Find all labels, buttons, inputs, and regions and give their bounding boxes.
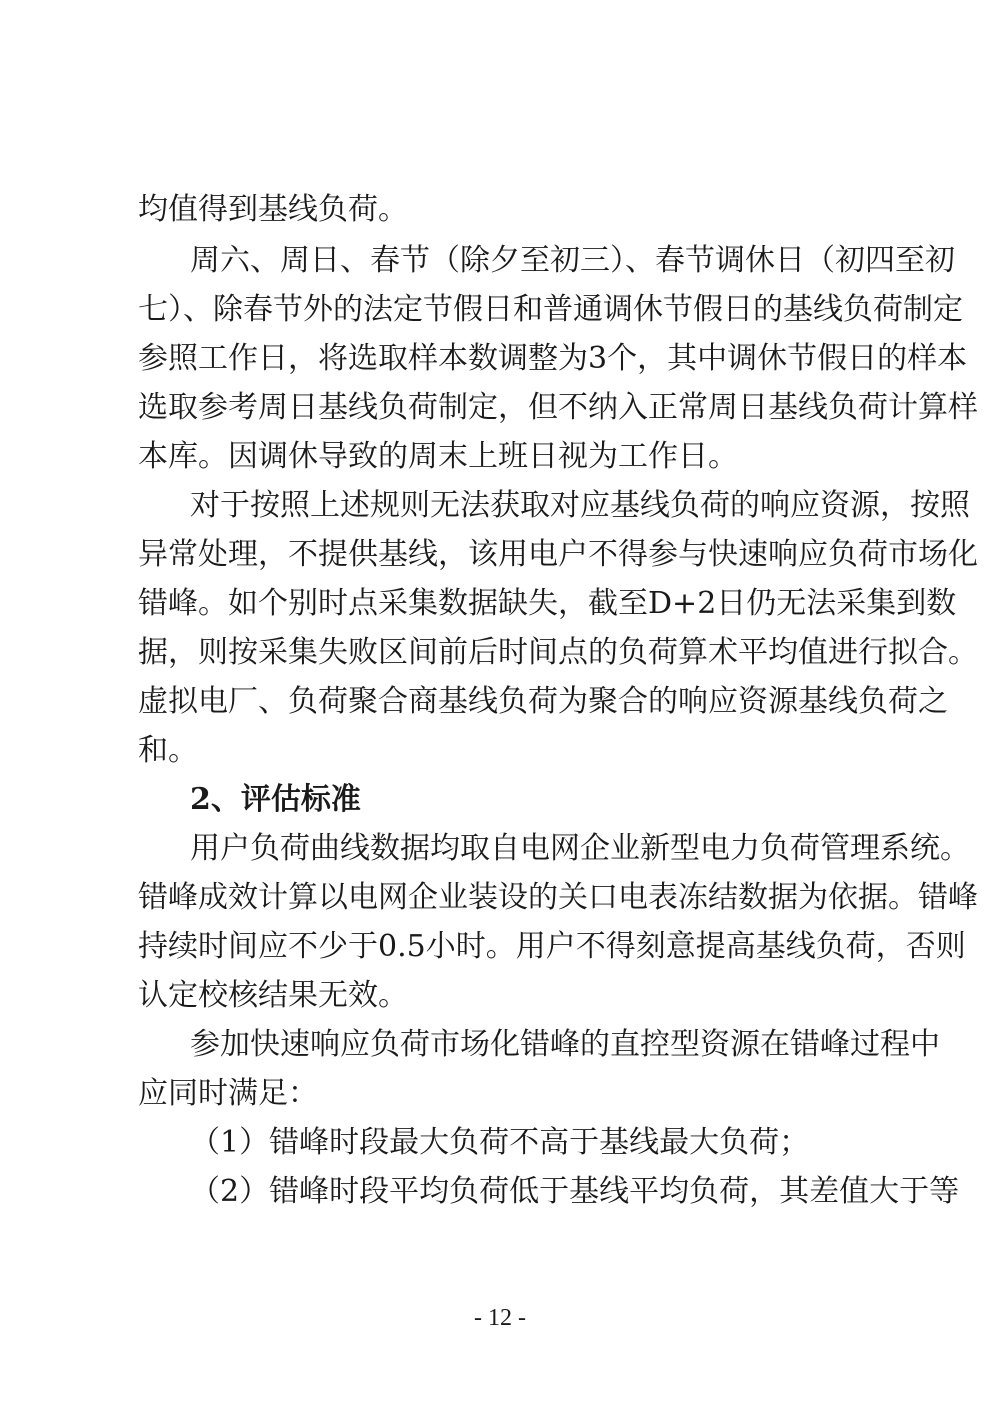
text-line: 持续时间应不少于0.5小时。用户不得刻意提高基线负荷，否则 — [138, 929, 966, 964]
text-line: 异常处理，不提供基线，该用电户不得参与快速响应负荷市场化 — [138, 537, 978, 572]
text-line: 选取参考周日基线负荷制定，但不纳入正常周日基线负荷计算样 — [138, 390, 978, 425]
text-line: 对于按照上述规则无法获取对应基线负荷的响应资源，按照 — [190, 488, 970, 523]
list-item: （2）错峰时段平均负荷低于基线平均负荷，其差值大于等 — [190, 1174, 960, 1209]
text-line: 和。 — [138, 733, 198, 768]
page-number: - 12 - — [474, 1305, 526, 1331]
text-line: 应同时满足： — [138, 1076, 318, 1111]
text-line: 参加快速响应负荷市场化错峰的直控型资源在错峰过程中 — [190, 1027, 940, 1062]
text-line: 本库。因调休导致的周末上班日视为工作日。 — [138, 439, 738, 474]
list-item: （1）错峰时段最大负荷不高于基线最大负荷； — [190, 1125, 810, 1160]
text-line: 据，则按采集失败区间前后时间点的负荷算术平均值进行拟合。 — [138, 635, 978, 670]
text-line: 错峰成效计算以电网企业装设的关口电表冻结数据为依据。错峰 — [138, 880, 978, 915]
text-line: 七）、除春节外的法定节假日和普通调休节假日的基线负荷制定 — [138, 292, 963, 327]
text-line: 用户负荷曲线数据均取自电网企业新型电力负荷管理系统。 — [190, 831, 970, 866]
text-line: 均值得到基线负荷。 — [138, 192, 408, 227]
section-heading: 2、评估标准 — [190, 782, 361, 817]
text-line: 参照工作日，将选取样本数调整为3个，其中调休节假日的样本 — [138, 341, 968, 376]
text-line: 虚拟电厂、负荷聚合商基线负荷为聚合的响应资源基线负荷之 — [138, 684, 948, 719]
text-line: 错峰。如个别时点采集数据缺失，截至D+2日仍无法采集到数 — [138, 586, 957, 621]
text-line: 认定校核结果无效。 — [138, 978, 408, 1013]
text-line: 周六、周日、春节（除夕至初三）、春节调休日（初四至初 — [190, 243, 955, 278]
